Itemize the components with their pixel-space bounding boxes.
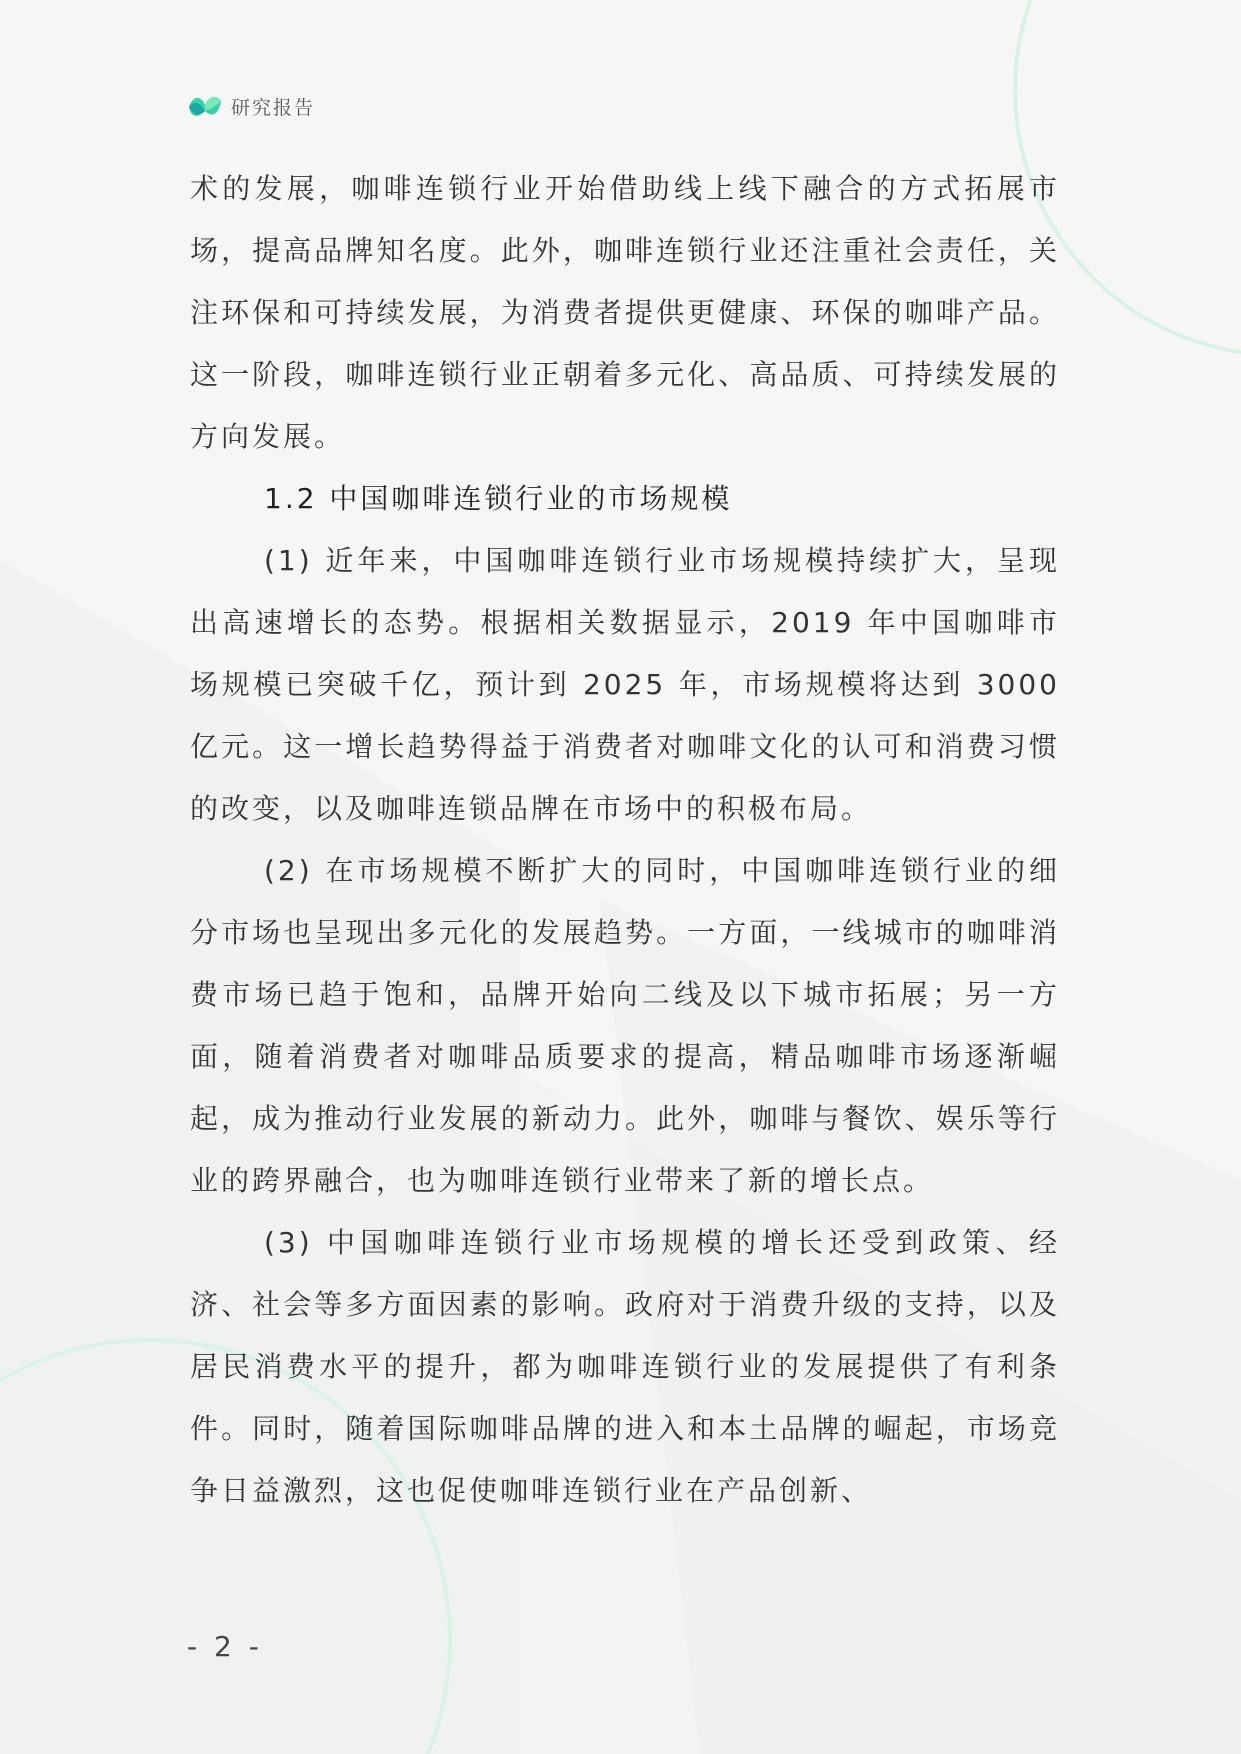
section-paragraph-2: (2) 在市场规模不断扩大的同时，中国咖啡连锁行业的细分市场也呈现出多元化的发展趋势。一方面，一线城市的咖啡消费市场已趋于饱和，品牌开始向二线及以下城市拓展；另一方面，随着消费者对咖啡品质要求的提高，精品咖啡市场逐渐崛起，成为推动行业发展的新动力。此外，咖啡与餐饮、娱乐等行业的跨界融合，也为咖啡连锁行业带来了新的增长点。 xyxy=(190,854,1060,1197)
section-paragraph-1: (1) 近年来，中国咖啡连锁行业市场规模持续扩大，呈现出高速增长的态势。根据相关数据显示，2019 年中国咖啡市场规模已突破千亿，预计到 2025 年，市场规模将达到 3000 亿元。这一增长趋势得益于消费者对咖啡文化的认可和消费习惯的改变，以及咖啡连锁品牌在市场中的积极布局。 xyxy=(190,544,1060,825)
header-title: 研究报告 xyxy=(231,96,316,119)
continued-paragraph: 术的发展，咖啡连锁行业开始借助线上线下融合的方式拓展市场，提高品牌知名度。此外，咖啡连锁行业还注重社会责任，关注环保和可持续发展，为消费者提供更健康、环保的咖啡产品。这一阶段，咖啡连锁行业正朝着多元化、高品质、可持续发展的方向发展。 xyxy=(190,172,1060,453)
brand-logo-icon xyxy=(187,91,223,121)
section-paragraph-3: (3) 中国咖啡连锁行业市场规模的增长还受到政策、经济、社会等多方面因素的影响。政府对于消费升级的支持，以及居民消费水平的提升，都为咖啡连锁行业的发展提供了有利条件。同时，随着国际咖啡品牌的进入和本土品牌的崛起，市场竞争日益激烈，这也促使咖啡连锁行业在产品创新、 xyxy=(190,1226,1060,1507)
page-number: - 2 - xyxy=(187,1630,263,1663)
document-body xyxy=(190,158,1060,1522)
report-header xyxy=(187,88,315,124)
section-heading: 1.2 中国咖啡连锁行业的市场规模 xyxy=(264,482,733,515)
